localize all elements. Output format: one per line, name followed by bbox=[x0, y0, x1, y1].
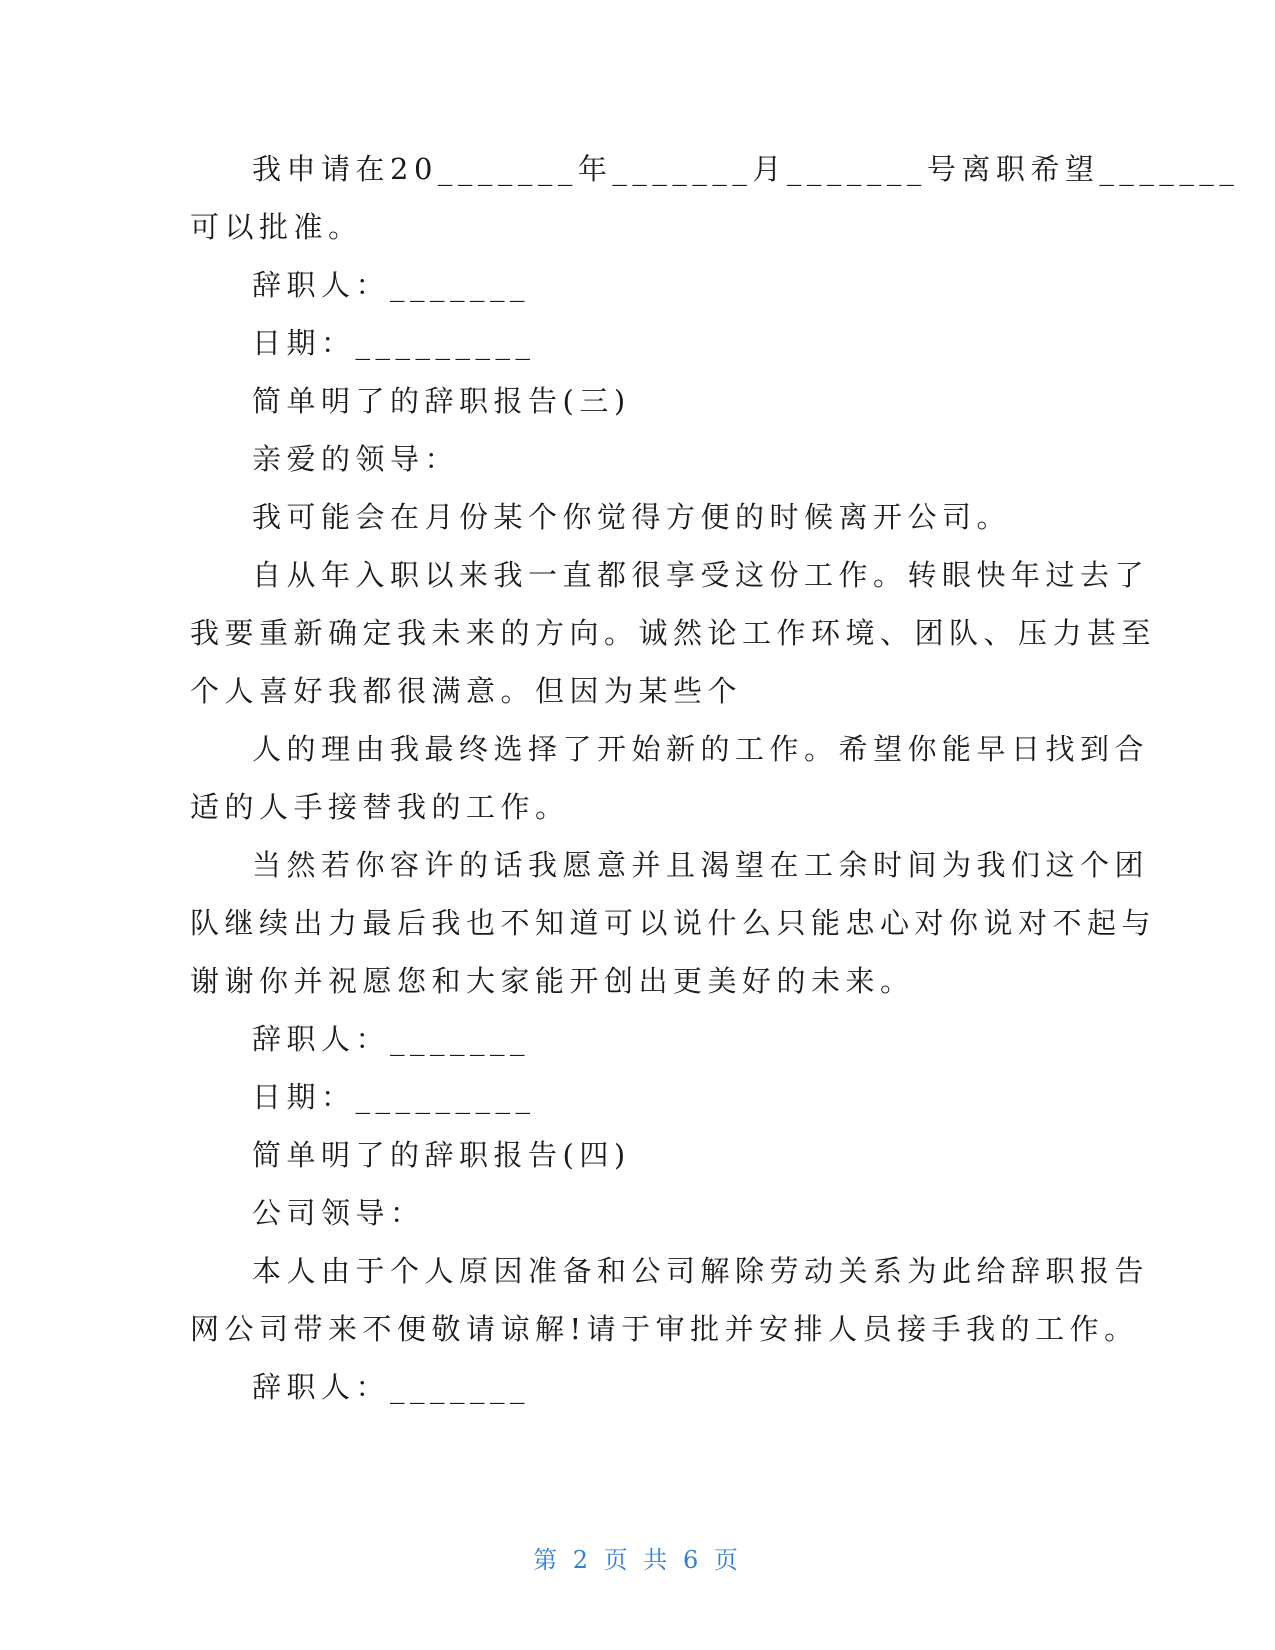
text-line: 本人由于个人原因准备和公司解除劳动关系为此给辞职报告 bbox=[252, 1254, 1150, 1288]
text-line: 我要重新确定我未来的方向。诚然论工作环境、团队、压力甚至 bbox=[190, 616, 1157, 650]
document-body bbox=[190, 140, 1240, 1416]
text-line: 网公司带来不便敬请谅解!请于审批并安排人员接手我的工作。 bbox=[190, 1312, 1139, 1346]
text-line: 可以批准。 bbox=[190, 210, 363, 244]
text-line: 个人喜好我都很满意。但因为某些个 bbox=[190, 674, 743, 708]
page-number-footer: 第 2 页 共 6 页 bbox=[533, 1546, 742, 1574]
salutation: 公司领导： bbox=[252, 1196, 425, 1230]
text-line: 队继续出力最后我也不知道可以说什么只能忠心对你说对不起与 bbox=[190, 906, 1157, 940]
signature-line: 辞职人：_______ bbox=[252, 268, 531, 302]
signature-line: 辞职人：_______ bbox=[252, 1022, 531, 1056]
section-heading: 简单明了的辞职报告(四) bbox=[252, 1138, 631, 1172]
text-line: 人的理由我最终选择了开始新的工作。希望你能早日找到合 bbox=[252, 732, 1150, 766]
date-line: 日期：_________ bbox=[252, 326, 536, 360]
text-line: 自从年入职以来我一直都很享受这份工作。转眼快年过去了 bbox=[252, 558, 1150, 592]
text-line: 当然若你容许的话我愿意并且渴望在工余时间为我们这个团 bbox=[252, 848, 1150, 882]
salutation: 亲爱的领导： bbox=[252, 442, 460, 476]
signature-line: 辞职人：_______ bbox=[252, 1370, 531, 1404]
text-line: 适的人手接替我的工作。 bbox=[190, 790, 570, 824]
text-line: 我申请在20_______年_______月_______号离职希望_______ bbox=[252, 152, 1240, 186]
text-line: 我可能会在月份某个你觉得方便的时候离开公司。 bbox=[252, 500, 1012, 534]
date-line: 日期：_________ bbox=[252, 1080, 536, 1114]
section-heading: 简单明了的辞职报告(三) bbox=[252, 384, 631, 418]
text-line: 谢谢你并祝愿您和大家能开创出更美好的未来。 bbox=[190, 964, 915, 998]
